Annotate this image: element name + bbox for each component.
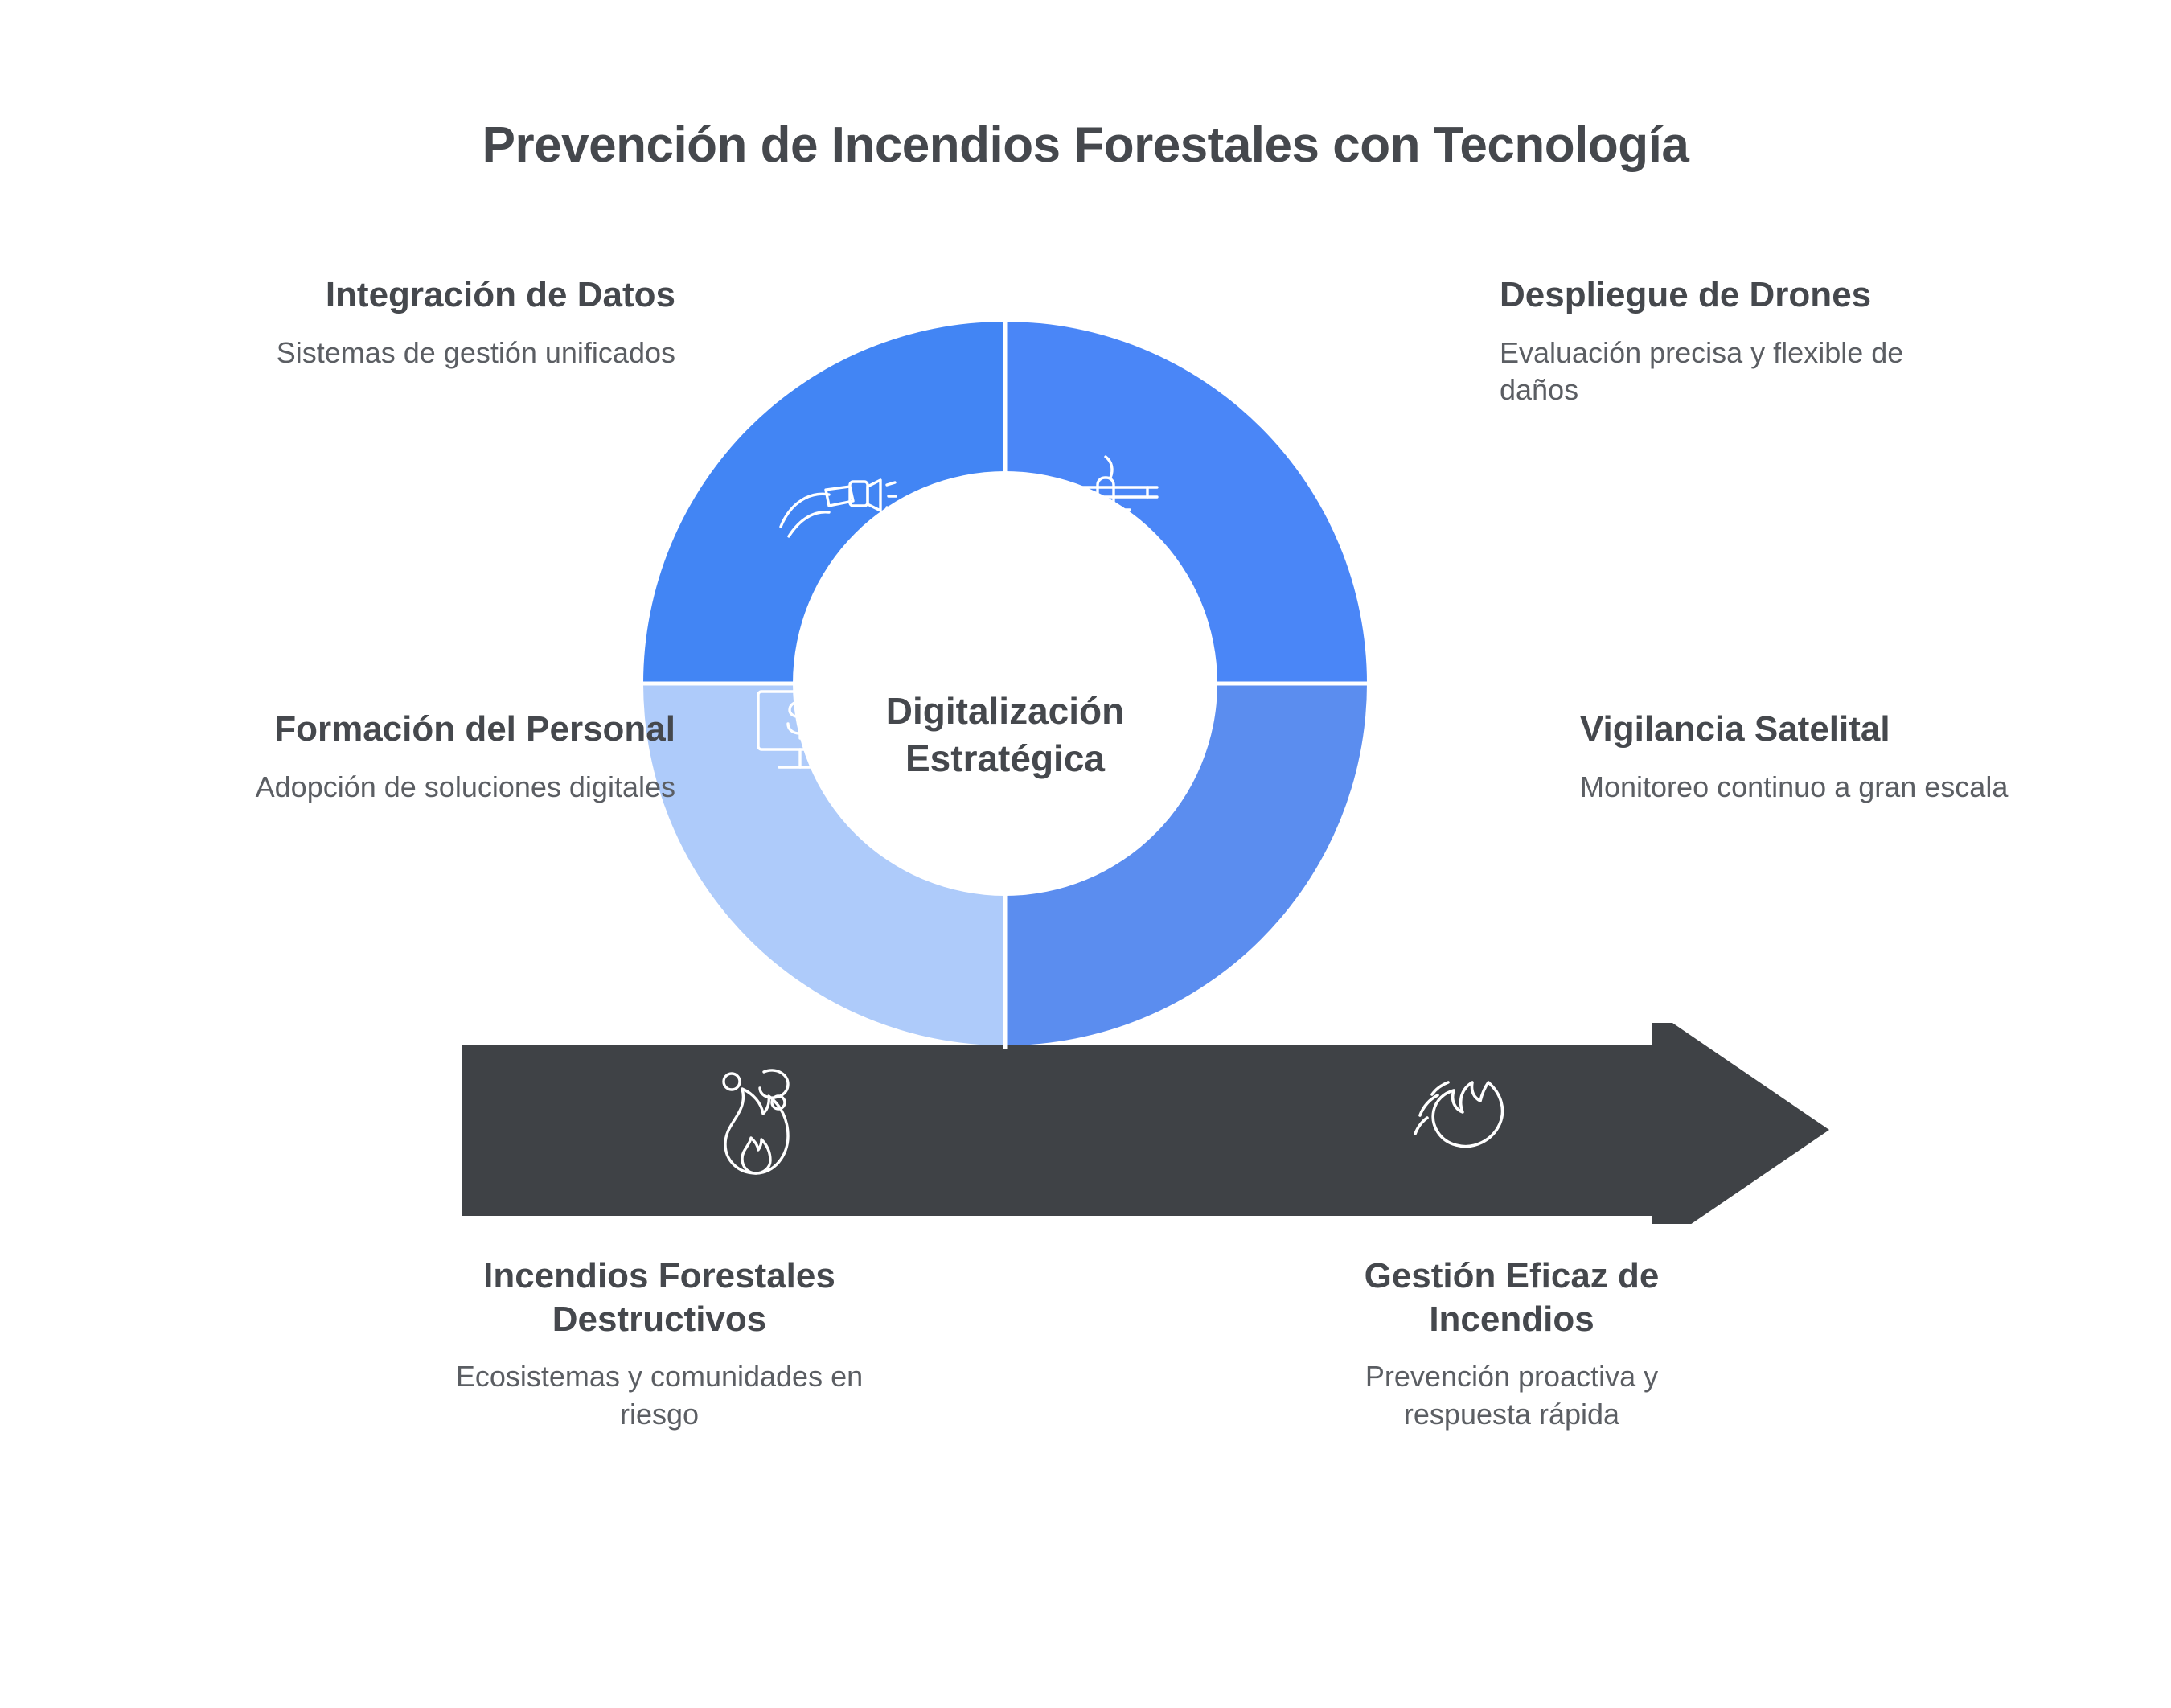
description-despliegue-de-drones: Evaluación precisa y flexible de daños: [1500, 335, 1904, 407]
description-gestion-eficaz-de-incendios: Prevención proactiva y respuesta rápida: [1365, 1360, 1659, 1431]
description-vigilancia-satelital: Monitoreo continuo a gran escala: [1580, 770, 2009, 803]
heading-despliegue-de-drones: Despliegue de Drones: [1500, 275, 1872, 314]
heading-integracion-de-datos: Integración de Datos: [325, 275, 675, 314]
label-formacion-del-personal: [201, 708, 675, 806]
label-integracion-de-datos: [241, 273, 675, 372]
donut-center-label: [820, 688, 1190, 782]
heading-incendios-forestales-destructivos: Incendios Forestales Destructivos: [483, 1256, 835, 1339]
label-incendios-forestales-destructivos: [450, 1254, 868, 1434]
drone-icon: [1049, 450, 1162, 571]
fire-smoke-icon: [708, 1067, 828, 1180]
heading-formacion-del-personal: Formación del Personal: [274, 709, 675, 749]
hose-nozzle-icon: [776, 462, 897, 551]
cycle-donut-chart: [635, 314, 1375, 1053]
heading-gestion-eficaz-de-incendios: Gestión Eficaz de Incendios: [1364, 1256, 1660, 1339]
center-label-line1: Digitalización: [885, 690, 1125, 732]
label-despliegue-de-drones: [1500, 273, 1950, 409]
description-formacion-del-personal: Adopción de soluciones digitales: [255, 770, 675, 803]
label-gestion-eficaz-de-incendios: [1303, 1254, 1721, 1434]
label-vigilancia-satelital: [1580, 708, 2030, 806]
description-integracion-de-datos: Sistemas de gestión unificados: [276, 335, 675, 369]
heading-vigilancia-satelital: Vigilancia Satelital: [1580, 709, 1890, 749]
center-label-line2: Estratégica: [905, 737, 1105, 779]
flame-comet-icon: [1411, 1071, 1524, 1168]
page-title: Prevención de Incendios Forestales con Tecnología: [482, 117, 1689, 173]
description-incendios-forestales-destructivos: Ecosistemas y comunidades en riesgo: [455, 1360, 864, 1431]
